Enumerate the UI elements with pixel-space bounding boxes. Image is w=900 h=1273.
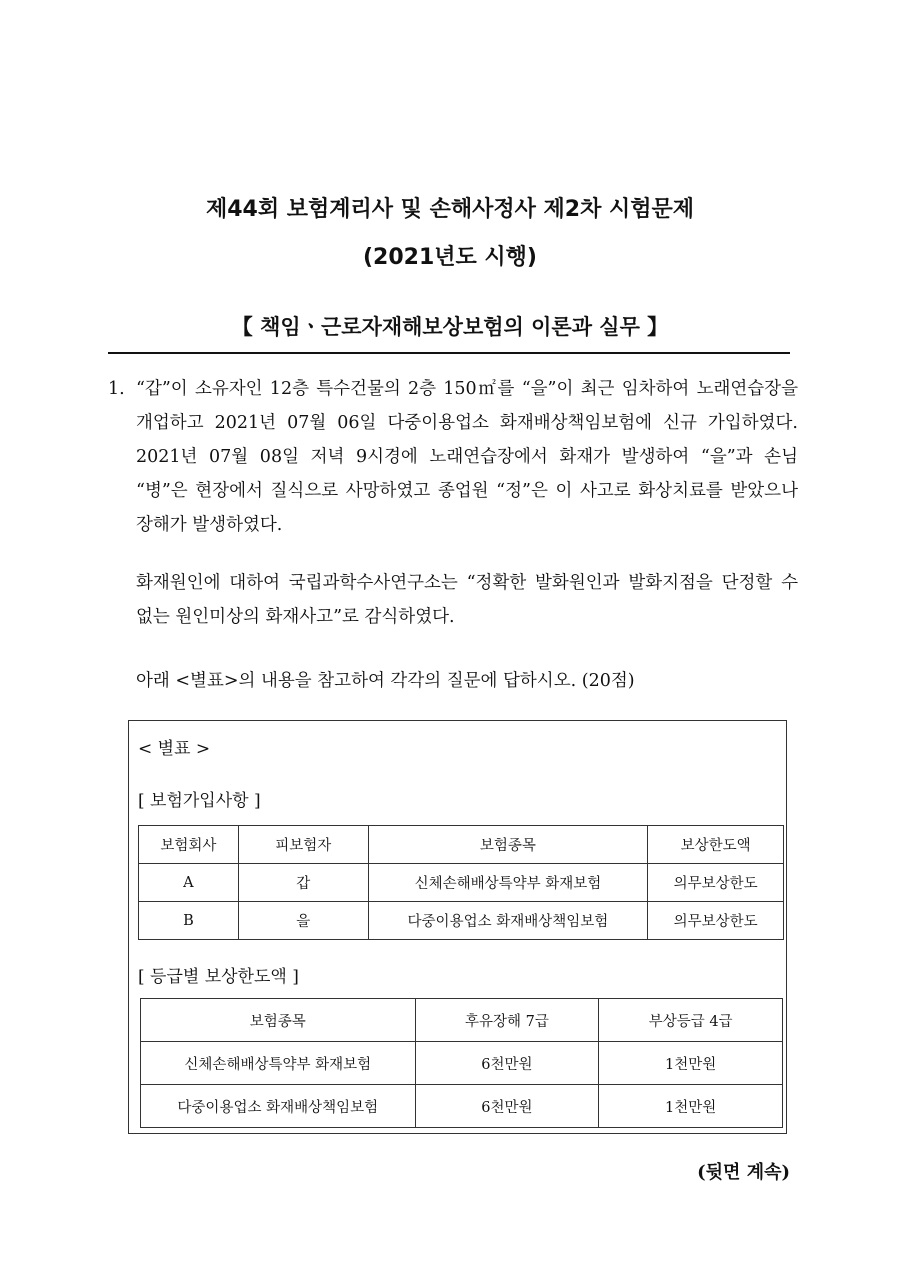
- question-paragraph-3: 아래 <별표>의 내용을 참고하여 각각의 질문에 답하시오. (20점): [136, 671, 635, 691]
- continued-note: (뒷면 계속): [697, 1162, 790, 1183]
- table-cell: 6천만원: [415, 1085, 599, 1128]
- question-number: 1.: [108, 379, 125, 399]
- insurance-table: [138, 825, 784, 940]
- question-paragraph-3-block: [108, 664, 798, 698]
- table-cell: 6천만원: [415, 1042, 599, 1085]
- exam-year: (2021년도 시행): [362, 245, 537, 270]
- table-cell: 갑: [238, 864, 368, 902]
- table-row: [139, 902, 784, 940]
- table-cell: 다중이용업소 화재배상책임보험: [368, 902, 648, 940]
- table-cell: 신체손해배상특약부 화재보험: [368, 864, 648, 902]
- divider: [108, 352, 790, 354]
- table-cell: 을: [238, 902, 368, 940]
- table-cell: 1천만원: [599, 1085, 783, 1128]
- question-1: [108, 372, 798, 542]
- grade-table: [140, 998, 783, 1128]
- header-cell: 후유장해 7급: [415, 999, 599, 1042]
- table-cell: 신체손해배상특약부 화재보험: [141, 1042, 416, 1085]
- table-row: [141, 1042, 783, 1085]
- header-cell: 부상등급 4급: [599, 999, 783, 1042]
- table-cell: A: [139, 864, 239, 902]
- header-cell: 보험회사: [139, 826, 239, 864]
- exam-title: 제44회 보험계리사 및 손해사정사 제2차 시험문제: [205, 197, 694, 222]
- table-row: [139, 864, 784, 902]
- table-cell: 1천만원: [599, 1042, 783, 1085]
- appendix-label: < 별표 >: [138, 739, 211, 759]
- header-cell: 보험종목: [368, 826, 648, 864]
- table-cell: B: [139, 902, 239, 940]
- question-paragraph-2: 화재원인에 대하여 국립과학수사연구소는 “정확한 발화원인과 발화지점을 단정할 수 없는 원인미상의 화재사고”로 감식하였다.: [136, 573, 798, 627]
- table-cell: 의무보상한도: [648, 902, 784, 940]
- grade-section-label: [ 등급별 보상한도액 ]: [138, 967, 299, 987]
- table-header-row: [141, 999, 783, 1042]
- insurance-section-label: [ 보험가입사항 ]: [138, 791, 261, 811]
- table-cell: 다중이용업소 화재배상책임보험: [141, 1085, 416, 1128]
- header-cell: 보상한도액: [648, 826, 784, 864]
- question-paragraph-1: “갑”이 소유자인 12층 특수건물의 2층 150㎡를 “을”이 최근 임차하여 노래연습장을 개업하고 2021년 07월 06일 다중이용업소 화재배상책임보험에 신규 가입하였다. 2021년 07월 08일 저녁 9시경에 노래연습장에서 화재가 발생하여 “을”과 손님 “병”은 현장에서 질식으로 사망하였고 종업원 “정”은 이 사고로 화상치료를 받았으나 장해가 발생하였다.: [136, 379, 798, 535]
- subject-title: 【 책임ㆍ근로자재해보상보험의 이론과 실무 】: [231, 315, 669, 339]
- header-cell: 피보험자: [238, 826, 368, 864]
- table-row: [141, 1085, 783, 1128]
- header-cell: 보험종목: [141, 999, 416, 1042]
- question-paragraph-2-block: [108, 566, 798, 634]
- table-header-row: [139, 826, 784, 864]
- table-cell: 의무보상한도: [648, 864, 784, 902]
